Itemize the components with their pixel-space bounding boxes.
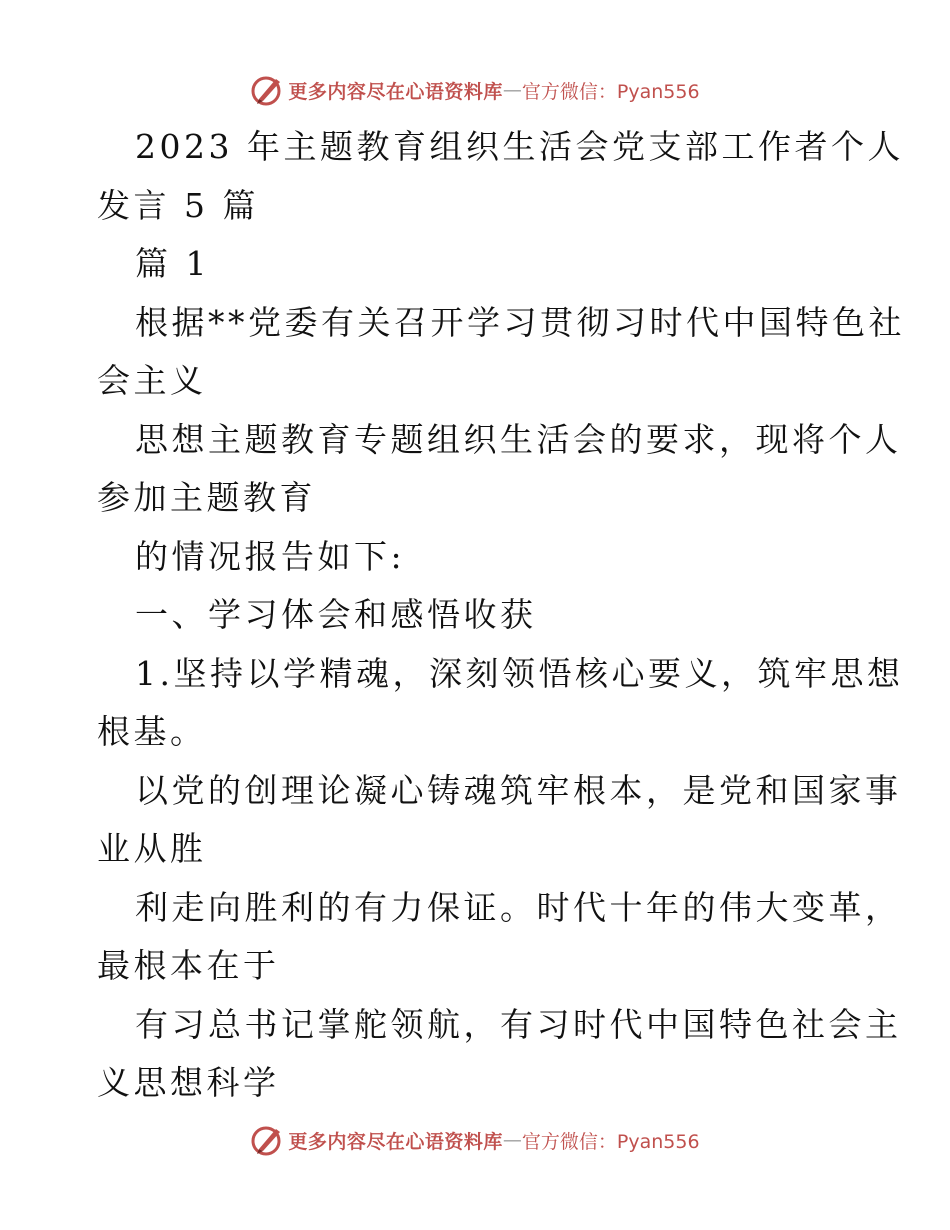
document-line: 利走向胜利的有力保证。时代十年的伟大变革， — [135, 887, 902, 927]
document-line: 业从胜 — [97, 829, 207, 868]
document-line: 发言 5 篇 — [97, 185, 259, 225]
document-line: 最根本在于 — [97, 946, 280, 985]
document-line: 以党的创理论凝心铸魂筑牢根本，是党和国家事 — [135, 770, 902, 810]
footer-banner-separator: — — [502, 1129, 522, 1151]
document-line: 根基。 — [97, 712, 207, 751]
document-line: 篇 1 — [135, 244, 210, 283]
document-line: 义思想科学 — [97, 1063, 280, 1102]
footer-banner-wechat: 官方微信：Pyan556 — [521, 1130, 700, 1153]
footer-banner — [0, 1120, 950, 1160]
document-line: 会主义 — [97, 361, 207, 400]
document-line: 有习总书记掌舵领航，有习时代中国特色社会主 — [135, 1004, 902, 1044]
document-line: 参加主题教育 — [97, 478, 316, 517]
pen-logo-icon — [250, 1123, 284, 1157]
pen-logo-icon — [250, 73, 284, 107]
header-banner — [0, 70, 950, 110]
header-banner-wechat: 官方微信：Pyan556 — [521, 80, 700, 103]
document-line: 思想主题教育专题组织生活会的要求，现将个人 — [135, 419, 902, 459]
document-body — [97, 118, 905, 1113]
document-line: 一、学习体会和感悟收获 — [135, 595, 537, 634]
header-banner-separator: — — [502, 79, 522, 101]
header-banner-text: 更多内容尽在心语资料库 — [288, 80, 503, 103]
document-line: 2023 年主题教育组织生活会党支部工作者个人 — [135, 127, 904, 166]
footer-banner-text: 更多内容尽在心语资料库 — [288, 1130, 503, 1153]
document-line: 根据**党委有关召开学习贯彻习时代中国特色社 — [135, 302, 905, 342]
document-line: 的情况报告如下: — [135, 536, 406, 576]
document-line: 1.坚持以学精魂，深刻领悟核心要义，筑牢思想 — [135, 653, 904, 693]
